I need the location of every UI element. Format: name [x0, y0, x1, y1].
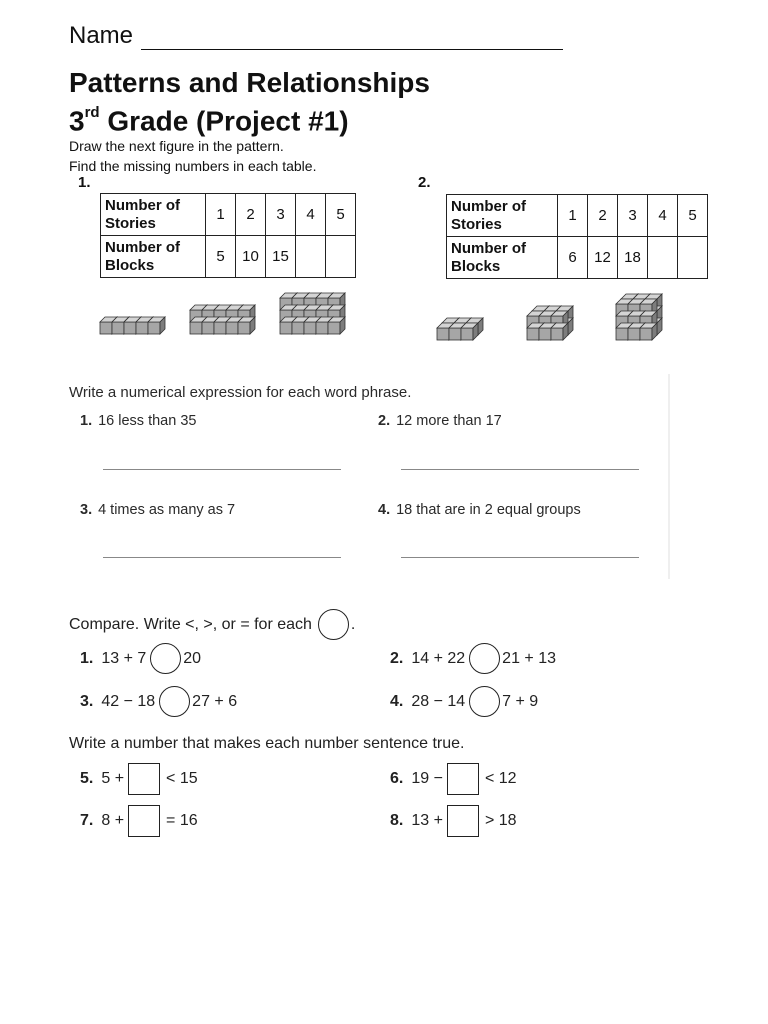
answer-line[interactable]: [103, 469, 341, 470]
compare-circle[interactable]: [159, 686, 190, 717]
grade-number: 3: [69, 105, 85, 137]
table-cell: 4: [296, 194, 326, 236]
answer-line[interactable]: [103, 557, 341, 558]
table-1-number: 1.: [78, 174, 91, 191]
answer-box[interactable]: [128, 805, 160, 837]
circle-symbol-icon: [318, 609, 349, 640]
title-line-1: Patterns and Relationships: [69, 67, 430, 98]
answer-line[interactable]: [401, 557, 639, 558]
pattern-table-2: [446, 194, 708, 279]
grade-suffix: rd: [84, 104, 100, 121]
title-line-2: [69, 99, 430, 137]
table-cell: 3: [618, 195, 648, 237]
answer-line[interactable]: [401, 469, 639, 470]
name-blank-line[interactable]: [141, 23, 563, 50]
expression-item-2: 2. 12 more than 17: [378, 413, 502, 429]
row-label-blocks: Number of Blocks: [101, 236, 206, 278]
expressions-title: Write a numerical expression for each word phrase.: [69, 384, 412, 401]
cube-pattern-figures: [0, 280, 768, 350]
sentence-item-8: 8. 13 + > 18: [390, 805, 517, 837]
table-cell: 12: [588, 237, 618, 279]
table-cell: 18: [618, 237, 648, 279]
instruction-1: Draw the next figure in the pattern.: [69, 138, 284, 154]
expression-item-1: 1. 16 less than 35: [80, 413, 197, 429]
instructions: [69, 136, 316, 176]
table-cell: 10: [236, 236, 266, 278]
table-cell: 1: [558, 195, 588, 237]
compare-title-suffix: .: [350, 615, 356, 633]
table-cell: 2: [236, 194, 266, 236]
row-label-blocks: Number of Blocks: [447, 237, 558, 279]
answer-box[interactable]: [128, 763, 160, 795]
table-cell: 15: [266, 236, 296, 278]
compare-item-1: 1. 13 + 7 20: [80, 643, 201, 674]
compare-title: [69, 609, 355, 640]
cube-figure-1-3: [280, 293, 345, 334]
table-cell: 4: [648, 195, 678, 237]
compare-circle[interactable]: [469, 686, 500, 717]
pattern-table-1: [100, 193, 356, 278]
cube-figure-2-3: [616, 294, 662, 340]
row-label-stories: Number of Stories: [101, 194, 206, 236]
sentences-title: Write a number that makes each number sentence true.: [69, 735, 465, 752]
answer-box[interactable]: [447, 763, 479, 795]
blank-cell[interactable]: [296, 236, 326, 278]
sentence-item-7: 7. 8 + = 16: [80, 805, 198, 837]
name-row: [69, 22, 563, 50]
name-label: Name: [69, 22, 134, 49]
cube-figure-1-2: [190, 305, 255, 334]
grade-rest: Grade (Project #1): [99, 105, 349, 137]
table-cell: 6: [558, 237, 588, 279]
row-label-stories: Number of Stories: [447, 195, 558, 237]
expression-item-4: 4. 18 that are in 2 equal groups: [378, 502, 581, 518]
table-cell: 1: [206, 194, 236, 236]
compare-circle[interactable]: [469, 643, 500, 674]
instruction-2: Find the missing numbers in each table.: [69, 158, 317, 174]
table-2-number: 2.: [418, 174, 431, 191]
table-cell: 5: [678, 195, 708, 237]
compare-circle[interactable]: [150, 643, 181, 674]
expression-item-3: 3. 4 times as many as 7: [80, 502, 236, 518]
cube-figure-2-1: [437, 318, 483, 340]
section-edge: [668, 374, 670, 579]
table-cell: 3: [266, 194, 296, 236]
compare-title-text: Compare. Write <, >, or = for each: [69, 615, 312, 633]
cube-figure-1-1: [100, 317, 165, 334]
cube-figure-2-2: [527, 306, 573, 340]
answer-box[interactable]: [447, 805, 479, 837]
table-cell: 5: [326, 194, 356, 236]
compare-item-3: 3. 42 − 18 27 + 6: [80, 686, 237, 717]
sentence-item-5: 5. 5 + < 15: [80, 763, 198, 795]
page-title: [69, 66, 430, 137]
table-cell: 2: [588, 195, 618, 237]
blank-cell[interactable]: [648, 237, 678, 279]
sentence-item-6: 6. 19 − < 12: [390, 763, 517, 795]
table-cell: 5: [206, 236, 236, 278]
blank-cell[interactable]: [326, 236, 356, 278]
blank-cell[interactable]: [678, 237, 708, 279]
compare-item-2: 2. 14 + 22 21 + 13: [390, 643, 556, 674]
compare-item-4: 4. 28 − 14 7 + 9: [390, 686, 538, 717]
